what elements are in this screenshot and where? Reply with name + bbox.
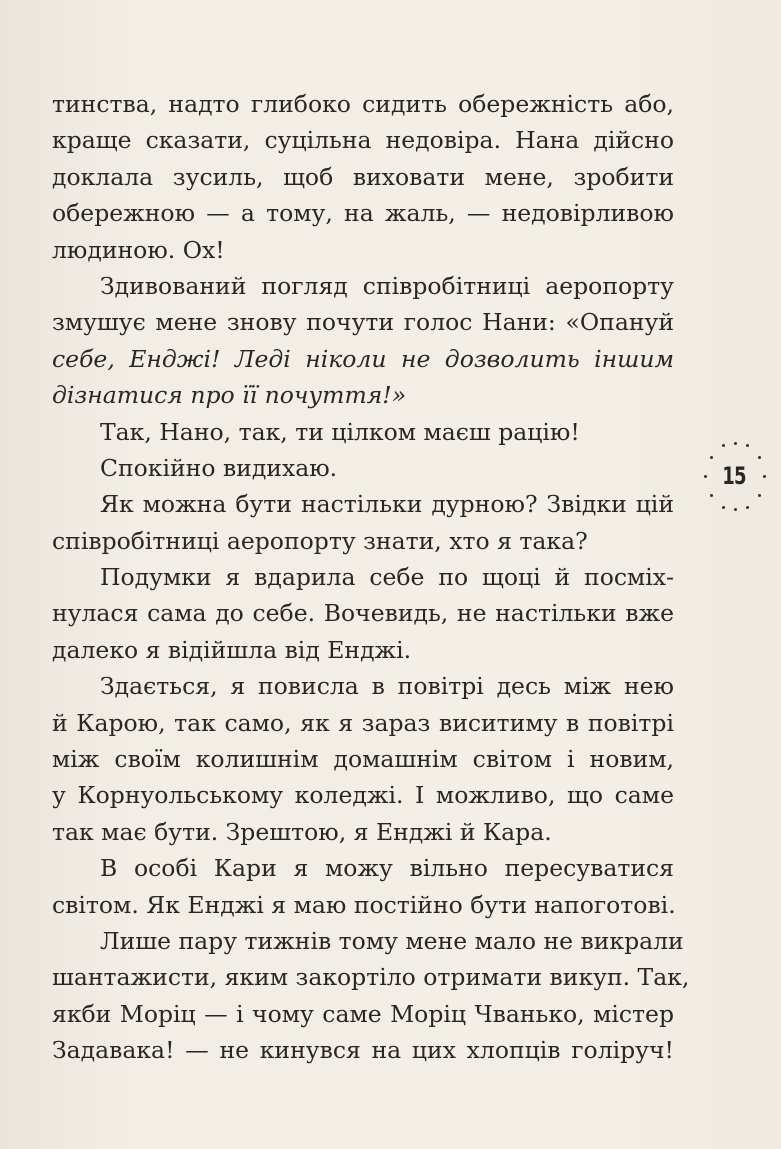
text-line: шантажисти, яким закортіло отримати викуп. Так, [52,963,690,992]
decorative-dot-icon [758,456,761,459]
text-line: Лише пару тижнів тому мене мало не викрали [100,926,684,955]
page-number-marker [702,442,766,512]
text-line: співробітниці аеропорту знати, хто я така? [52,526,588,555]
text-line: Як можна бути настільки дурною? Звідки цій [100,490,674,519]
text-line: світом. Як Енджі я маю постійно бути напоготові. [52,890,676,919]
text-line: у Корнуольському коледжі. І можливо, що саме [52,781,674,810]
decorative-dot-icon [710,494,713,497]
text-line-italic: дізнатися про її почуття!» [52,381,407,410]
text-line: обережною — а тому, на жаль, — недовірливою [52,199,674,228]
text-line: далеко я відійшла від Енджі. [52,635,412,664]
decorative-dot-icon [763,475,766,478]
text-line: нулася сама до себе. Вочевидь, не настільки вже [52,599,674,628]
text-line: так має бути. Зрештою, я Енджі й Кара. [52,817,552,846]
text-line: людиною. Ох! [52,235,225,264]
text-line: Здається, я повисла в повітрі десь між нею [100,672,674,701]
text-line: Так, Нано, так, ти цілком маєш рацію! [100,417,580,446]
decorative-dot-icon [758,494,761,497]
text-line: змушує мене знову почути голос Нани: «Опануй [52,308,674,337]
text-line: Задавака! — не кинувся на цих хлопців голіруч! [52,1036,674,1065]
text-line: якби Моріц — і чому саме Моріц Чванько, містер [52,999,674,1028]
decorative-dot-icon [722,444,725,447]
decorative-dot-icon [734,442,737,445]
text-line: Подумки я вдарила себе по щоці й посміх- [100,563,674,592]
text-line: краще сказати, суцільна недовіра. Нана дійсно [52,126,674,155]
body-text [52,86,690,1069]
decorative-dot-icon [746,444,749,447]
text-line: В особі Кари я можу вільно пересуватися [100,854,674,883]
text-line: тинства, надто глибоко сидить обережність або, [52,90,674,118]
text-line: між своїм колишнім домашнім світом і новим, [52,745,674,774]
text-line: Здивований погляд співробітниці аеропорту [100,271,674,300]
text-line: й Карою, так само, як я зараз виситиму в повітрі [52,708,674,737]
decorative-dot-icon [746,506,749,509]
text-line: доклала зусиль, щоб виховати мене, зробити [52,162,674,191]
decorative-dot-icon [722,506,725,509]
decorative-dot-icon [704,475,707,478]
text-line: Спокійно видихаю. [100,453,338,482]
decorative-dot-icon [710,456,713,459]
page-number: 15 [722,462,746,490]
text-line-italic: себе, Енджі! Леді ніколи не дозволить іншим [52,344,674,373]
decorative-dot-icon [734,508,737,511]
